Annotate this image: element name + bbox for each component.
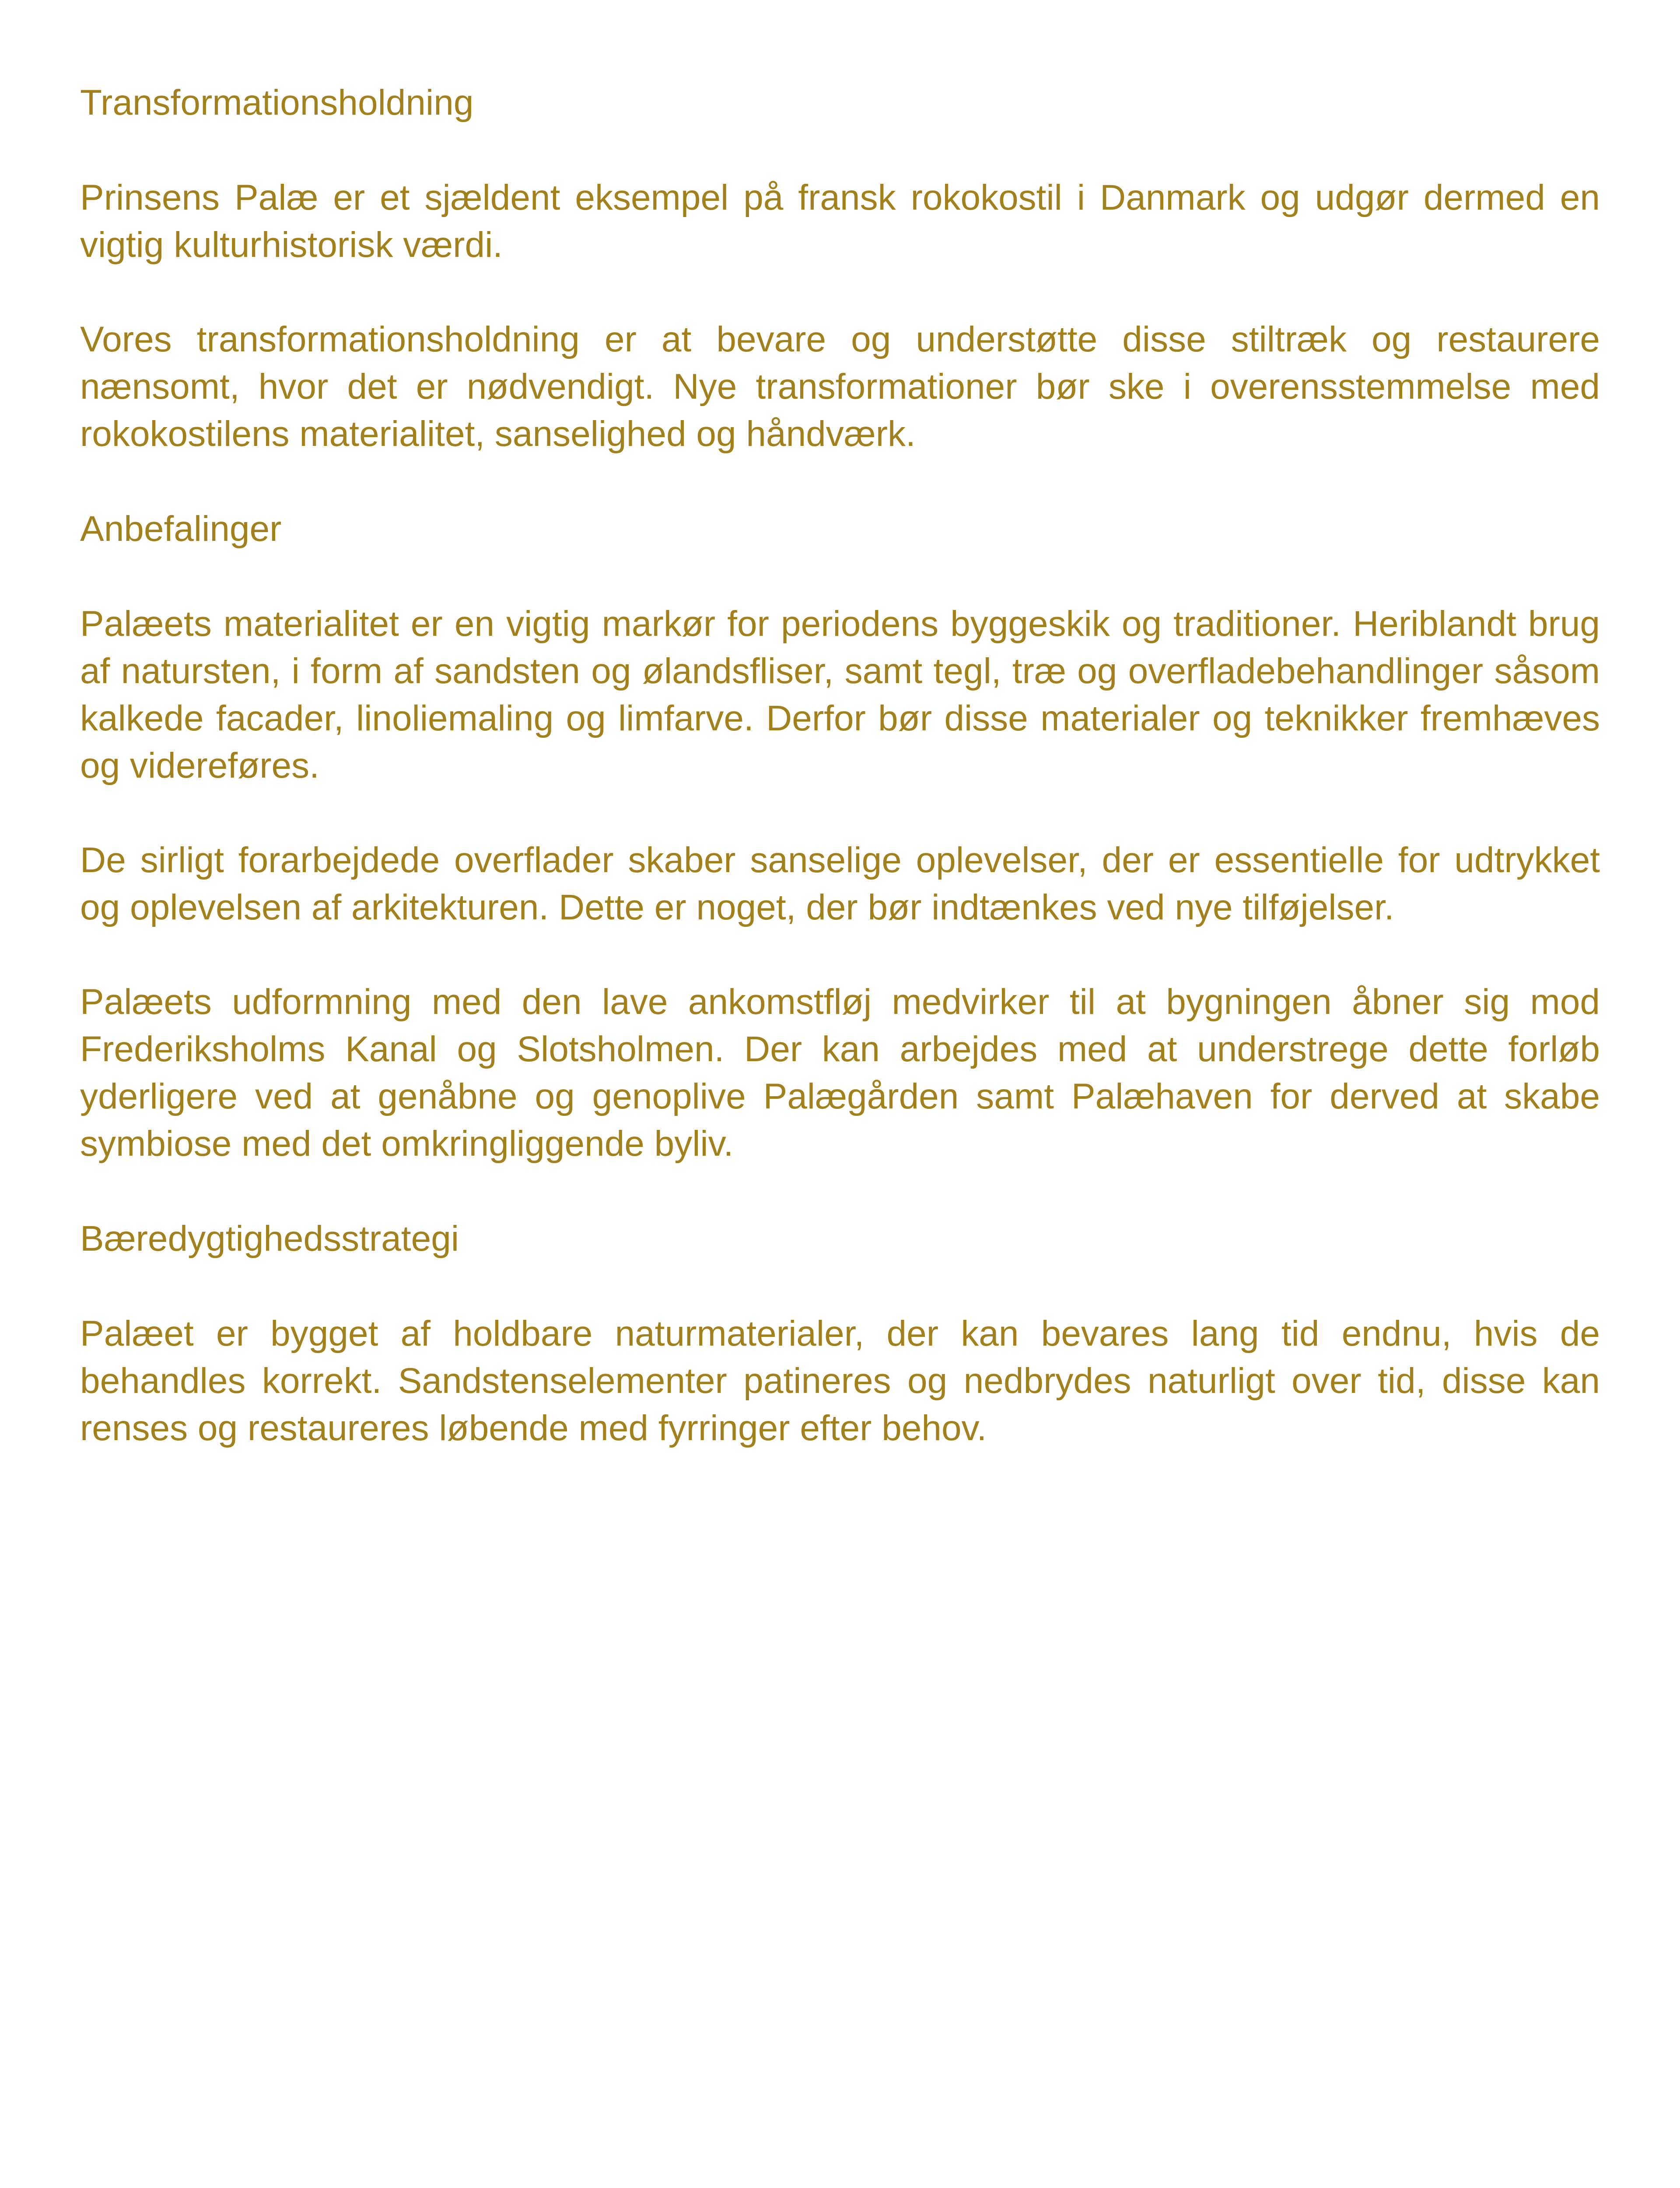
section-heading-transformationsholdning: Transformationsholdning bbox=[80, 83, 474, 123]
paragraph: De sirligt forarbejdede overflader skaber sanselige oplevelser, der er essentielle for udtrykket og oplevelsen af arkitekturen. Dette er noget, der bør indtænkes ved nye tilføjelser. bbox=[80, 840, 1600, 927]
paragraph: Palæets materialitet er en vigtig markør for periodens byggeskik og traditioner. Heriblandt brug af natursten, i form af sandsten og ølandsfliser, samt tegl, træ og overfladebehandlinger såsom kalkede facader, linoliemaling og limfarve. Derfor bør disse materialer og teknikker fremhæves og videreføres. bbox=[80, 604, 1600, 785]
section-heading-anbefalinger: Anbefalinger bbox=[80, 509, 282, 549]
paragraph: Palæet er bygget af holdbare naturmaterialer, der kan bevares lang tid endnu, hvis de behandles korrekt. Sandstenselementer patineres og nedbrydes naturligt over tid, disse kan renses og restaureres løbende med fyrringer efter behov. bbox=[80, 1314, 1600, 1448]
paragraph: Prinsens Palæ er et sjældent eksempel på fransk rokokostil i Danmark og udgør dermed en vigtig kulturhistorisk værdi. bbox=[80, 178, 1600, 265]
paragraph: Vores transformationsholdning er at bevare og understøtte disse stiltræk og restaurere nænsomt, hvor det er nødvendigt. Nye transformationer bør ske i overensstemmelse med rokokostilens materialitet, sanselighed og håndværk. bbox=[80, 319, 1600, 454]
paragraph: Palæets udformning med den lave ankomstfløj medvirker til at bygningen åbner sig mod Frederiksholms Kanal og Slotsholmen. Der kan arbejdes med at understrege dette forløb yderligere ved at genåbne og genoplive Palægården samt Palæhaven for derved at skabe symbiose med det omkringliggende byliv. bbox=[80, 982, 1600, 1164]
section-heading-baeredygtighedsstrategi: Bæredygtighedsstrategi bbox=[80, 1219, 459, 1259]
document-body bbox=[80, 79, 1600, 1452]
